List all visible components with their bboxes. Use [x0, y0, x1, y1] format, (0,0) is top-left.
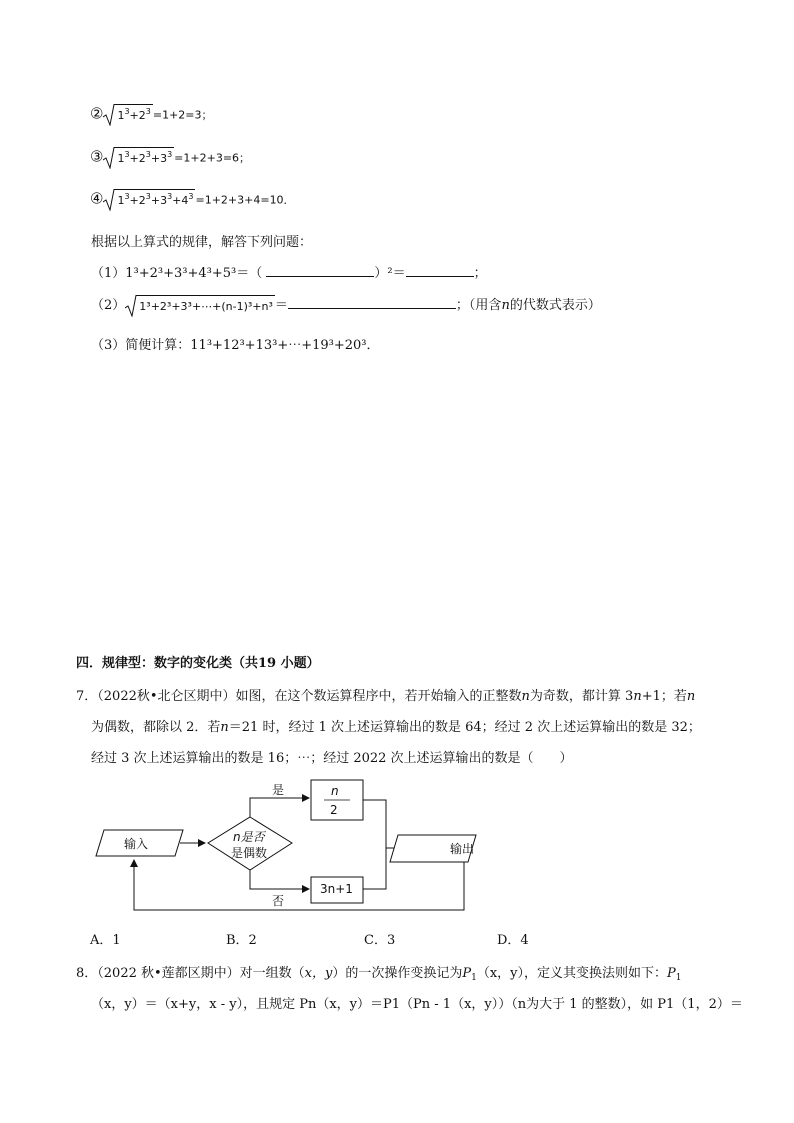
sqrt-expression [103, 104, 152, 126]
term: +3 [150, 194, 168, 207]
question-2 [91, 294, 601, 317]
q8-text: 8．（2022 秋•莲都区期中）对一组数（ [76, 966, 305, 981]
option-c[interactable]: C．3 [364, 933, 396, 948]
q2-radicand: 1³+2³+3³+⋯+(n-1)³+n³ [137, 295, 275, 317]
term: +2 [129, 194, 146, 207]
item-2 [90, 104, 213, 126]
q8-text: ）的一次操作变换记为 [332, 966, 463, 981]
q2-eq: ＝ [274, 298, 288, 313]
q8-var: P [462, 966, 472, 981]
sqrt-expression [125, 295, 275, 317]
item-3-result: =1+2+3=6； [174, 151, 251, 165]
q7-text: 为奇数，都计算 3 [529, 689, 634, 704]
question-3: （3）简便计算：11³+12³+13³+⋯+19³+20³． [91, 338, 380, 353]
term: 1 [117, 194, 125, 207]
exponent: 3 [145, 192, 151, 201]
q7-text: 为偶数，都除以 2．若 [91, 720, 221, 735]
q7-text: 7．（2022秋•北仑区期中）如图，在这个数运算程序中，若开始输入的正整数 [76, 689, 522, 704]
flow-output-label: 输出 [450, 842, 475, 856]
item-2-marker: ② [90, 104, 104, 123]
item-4-result: =1+2+3+4=10． [195, 193, 295, 207]
question-8-line-1 [76, 962, 682, 981]
item-4 [90, 189, 295, 211]
q1-expression: 1³+2³+3³+4³+5³＝（ [125, 266, 263, 281]
q2-var: n [501, 298, 510, 313]
rule-intro: 根据以上算式的规律，解答下列问题： [91, 235, 313, 250]
question-8-line-2: （x，y）＝（x+y，x - y），且规定 Pn（x，y）＝P1（Pn - 1（x，y））（n为大于 1 的整数），如 P1（1，2）＝ [91, 997, 743, 1012]
exponent: 3 [188, 192, 194, 201]
exponent: 3 [145, 150, 151, 159]
q1-prefix: （1） [91, 266, 126, 281]
flow-decision-label-2: 是偶数 [231, 846, 268, 860]
q2-tail: 的代数式表示） [509, 298, 601, 313]
sqrt-expression [103, 189, 195, 211]
term: +2 [129, 109, 146, 122]
term: +3 [150, 152, 168, 165]
flow-top-denominator: 2 [330, 803, 338, 817]
flow-input-label: 输入 [124, 837, 149, 851]
question-7-line-1 [76, 685, 695, 704]
option-d[interactable]: D．4 [497, 933, 529, 948]
term: 1 [117, 109, 125, 122]
q1-blank-2[interactable] [406, 264, 474, 277]
item-3-marker: ③ [90, 147, 104, 166]
q7-text: +1；若 [641, 689, 687, 704]
exponent: 3 [124, 150, 130, 159]
sqrt-expression [103, 147, 174, 169]
flow-top-numerator: n [331, 784, 339, 798]
q1-blank-1[interactable] [266, 264, 374, 277]
q8-var: x，y [304, 966, 333, 981]
question-7-line-3: 经过 3 次上述运算输出的数是 16；⋯；经过 2022 次上述运算输出的数是（ ） [91, 751, 573, 766]
exponent: 3 [124, 107, 130, 116]
flow-no-label: 否 [272, 894, 285, 908]
flow-bottom-box-label: 3n+1 [320, 882, 353, 896]
item-2-result: =1+2=3； [152, 108, 213, 122]
q1-mid: ）²＝ [374, 266, 406, 281]
q7-text: ＝21 时，经过 1 次上述运算输出的数是 64；经过 2 次上述运算输出的数是 32； [228, 720, 701, 735]
exponent: 3 [167, 150, 173, 159]
exponent: 3 [124, 192, 130, 201]
item-4-marker: ④ [90, 189, 104, 208]
q8-sub: 1 [471, 973, 477, 983]
q7-var: n [521, 689, 530, 704]
q2-blank[interactable] [288, 296, 456, 309]
option-b[interactable]: B．2 [226, 933, 257, 948]
flow-yes-label: 是 [272, 783, 285, 797]
q7-var: n [686, 689, 696, 704]
term: +4 [172, 194, 189, 207]
question-7-line-2 [91, 716, 701, 735]
option-a[interactable]: A．1 [90, 933, 121, 948]
q2-end: ；（用含 [455, 298, 502, 313]
flow-decision-label-1: n是否 [233, 830, 265, 844]
q7-var: n [633, 689, 642, 704]
question-1 [91, 262, 487, 281]
exponent: 3 [167, 192, 173, 201]
item-3 [90, 147, 250, 169]
q2-prefix: （2） [91, 298, 126, 313]
q8-var: P [667, 966, 676, 981]
q8-sub: 1 [675, 973, 682, 983]
q8-text: （x，y），定义其变换法则如下： [476, 966, 668, 981]
term: +2 [129, 152, 146, 165]
term: 1 [117, 152, 125, 165]
section-title: 四．规律型：数字的变化类（共19 小题） [76, 656, 320, 671]
q1-end: ； [473, 266, 487, 281]
q7-var: n [220, 720, 229, 735]
exponent: 3 [145, 107, 151, 116]
